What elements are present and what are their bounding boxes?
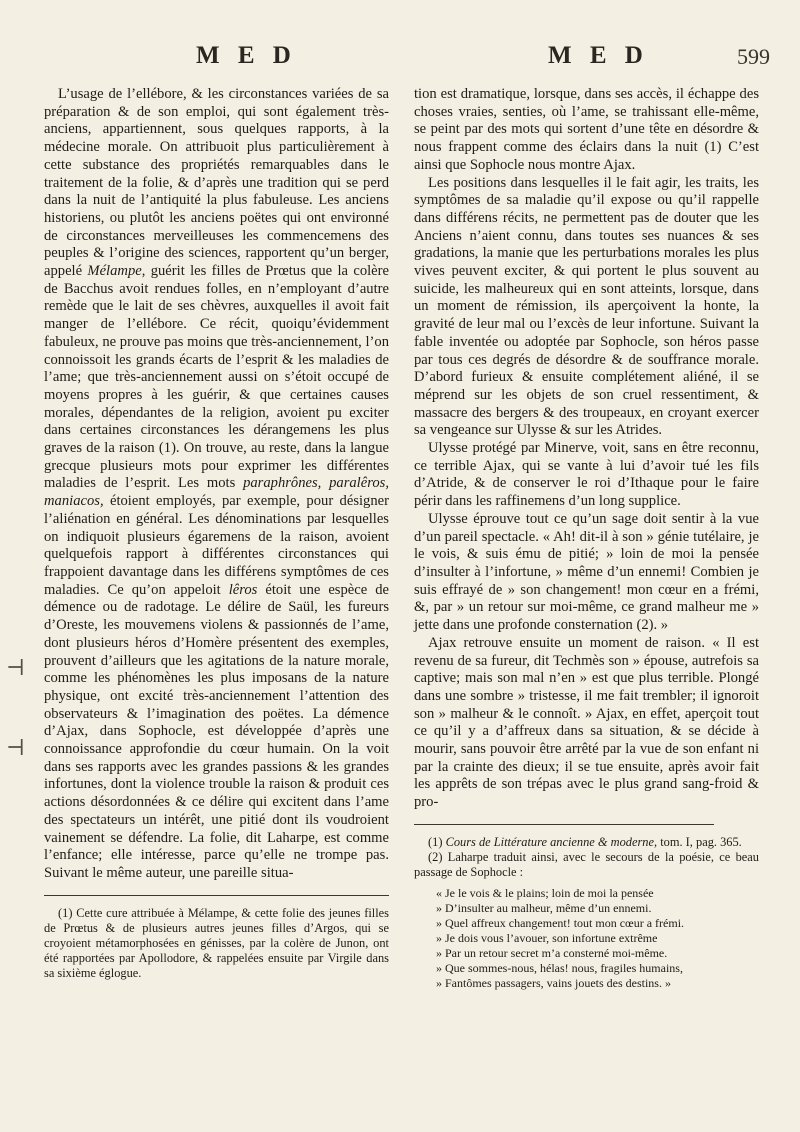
verse-quotation: [436, 886, 759, 991]
verse-line: » Je dois vous l’avouer, son infortune extrême: [436, 931, 658, 946]
verse-line: » D’insulter au malheur, même d’un ennemi.: [436, 901, 652, 916]
body-paragraph: Ajax retrouve ensuite un moment de raison. « Il est revenu de sa fureur, dit Techmès son » épouse, autrefois sa captive; mais son mal n’en » est que plus terrible. Plongé dans une sombre » tristesse, il me fait trembler; il ignoroit son » malheur & le connoît. » Ajax, en effet, aperçoit tout ce qu’il y a d’affreux dans sa situation, & se décide à mourir, sans pouvoir être arrêté par la vue de son enfant ni par la crainte des dieux; il se tue ensuite, après avoir fait les apprêts de son trépas avec le plus grand sang-froid & pro-: [414, 634, 759, 811]
verse-line: » Par un retour secret m’a consterné moi-même.: [436, 946, 668, 961]
body-paragraph: L’usage de l’ellébore, & les circonstances variées de sa préparation & de son emploi, qui sont également très-anciens, appartiennent, sous quelques rapports, à la médecine morale. On attribuoit plus particulièrement à cette substance des propriétés remarquables dans le traitement de la folie, & d’après une tradition qui se perd dans la nuit de l’antiquité la plus fabuleuse. Les anciens historiens, ou plutôt les anciens poëtes qui ont environné de circonstances merveilleuses les commencemens des peuples & l’origine des sciences, rapportent qu’un berger, appelé Mélampe, guérit les filles de Prœtus que la colère de Bacchus avoit rendues folles, en n’employant d’autre remède que le lait de ses chèvres, auxquelles il avoit fait manger de l’ellébore. Ce récit, quoiqu’évidemment fabuleux, ne prouve pas moins que très-anciennement, l’on connoissoit les grands écarts de l’esprit & les maladies de l’ame; que très-anciennement aussi on s’étoit occupé de moyens propres à les guérir, & que certaines causes morales, dépendantes de la religion, avoient pu exciter dans certaines circonstances les dérangemens les plus graves de la raison (1). On trouve, au reste, dans la langue grecque plusieurs mots pour exprimer les différentes maladies de l’esprit. Les mots paraphrônes, paralêros, maniacos, étoient employés, par exemple, pour désigner l’aliénation en général. Les dénominations par lesquelles on indiquoit plusieurs égaremens de la raison, avoient quelquefois rapport à différentes circonstances qui frappoient davantage dans les différens symptômes de ces maladies. Ce qu’on appeloit lêros étoit une espèce de démence ou de radotage. Le délire de Saül, les fureurs d’Oreste, les mouvemens violens & passionnés de l’ame, dont plusieurs héros d’Homère présentent des exemples, prouvent d’ailleurs que les agitations de la nature morale, comme les phénomènes les plus imposans de la nature physique, ont excité très-anciennement l’attention des observateurs & l’imagination des poëtes. La démence d’Ajax, dans Sophocle, est développée d’après une connoissance approfondie du cœur humain. On la voit dans ses rapports avec les grandes passions & les grandes infortunes, dont la violence trouble la raison & produit ces actions désordonnées & ce délire qui excitent dans l’ame des spectateurs un intérêt, une pitié dont ils voudroient vainement se défendre. La folie, dit Laharpe, est comme l’enfance; elle intéresse, parce qu’elle ne trompe pas. Suivant le même auteur, une pareille situa-: [44, 86, 389, 881]
footnotes: [44, 906, 389, 982]
verse-line: « Je le vois & le plains; loin de moi la pensée: [436, 886, 654, 901]
running-head-right: M E D: [548, 42, 649, 69]
verse-line: » Que sommes-nous, hélas! nous, fragiles humains,: [436, 961, 683, 976]
body-paragraph: Ulysse éprouve tout ce qu’un sage doit sentir à la vue d’un pareil spectacle. « Ah! dit-il à son » génie tutélaire, je le vois, & suis ému de pitié; » loin de moi la pensée d’insulter à l’infortune, » même d’un ennemi! Combien je suis effrayé de » son changement! mon cœur en a frémi, &, par » un retour sur moi-même, ce grand malheur me » jette dans une profonde consternation (2). »: [414, 510, 759, 634]
footnote: (1) Cours de Littérature ancienne & moderne, tom. I, pag. 365.: [428, 834, 742, 849]
footnotes: [414, 835, 759, 992]
body-paragraph: Ulysse protégé par Minerve, voit, sans en être reconnu, ce terrible Ajax, qui se vante à lui d’avoir tué les fils d’Atride, & de conserver le roi d’Ithaque pour le faire périr dans les raffinemens d’un long supplice.: [414, 440, 759, 510]
running-head-left: M E D: [196, 42, 297, 69]
footnote-rule: [414, 824, 714, 825]
margin-mark-icon: ⊣: [6, 655, 25, 680]
right-column: [414, 86, 759, 991]
footnote-rule: [44, 895, 389, 896]
margin-mark-icon: ⊣: [6, 735, 25, 760]
page-number: 599: [737, 44, 770, 69]
footnote: (1) Cette cure attribuée à Mélampe, & cette folie des jeunes filles de Prœtus & de plusieurs autres jeunes filles d’Argos, qui se croyoient métamorphosées en génisses, par la colère de Junon, ont été rapportées par Apollodore, & rappelées ensuite par Virgile dans sa sixième églogue.: [44, 905, 389, 981]
body-paragraph: tion est dramatique, lorsque, dans ses accès, il échappe des choses vraies, senties, où l’ame, se trahissant elle-même, se peint par des mots qui sortent d’une tête en désordre & nous frappent comme des éclairs dans la nuit (1) C’est ainsi que Sophocle nous montre Ajax.: [414, 86, 759, 173]
footnote: (2) Laharpe traduit ainsi, avec le secours de la poésie, ce beau passage de Sophocle :: [414, 850, 759, 880]
left-column: [44, 86, 389, 982]
body-paragraph: Les positions dans lesquelles il le fait agir, les traits, les symptômes de sa maladie qu’il expose ou qu’il rappelle dans différens récits, ne permettent pas de douter que les Anciens n’aient connu, dans toutes ses nuances & ses gradations, la manie que les perturbations morales les plus vives peuvent exciter, & qui portent le plus souvent au suicide, les malheureux qui en sont atteints, lorsque, dans un moment de rémission, ils aperçoivent la honte, la gravité de leur mal ou l’excès de leur infortune. Suivant la fable inventée ou adoptée par Sophocle, son héros passe par tous ces degrés de désordre & de souffrance morale. D’abord furieux & ensuite complétement aliéné, il se méprend sur les objets de son cruel ressentiment, & massacre des bergers & des troupeaux, en croyant exercer sa vengeance sur Ulysse & sur les Atrides.: [414, 174, 759, 439]
verse-line: » Fantômes passagers, vains jouets des destins. »: [436, 976, 671, 991]
verse-line: » Quel affreux changement! tout mon cœur a frémi.: [436, 916, 685, 931]
